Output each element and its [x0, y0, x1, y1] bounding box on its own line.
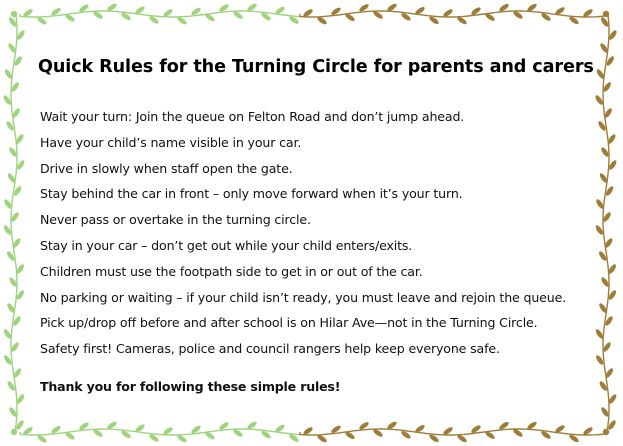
rules-list [40, 107, 566, 365]
notice-title: Quick Rules for the Turning Circle for parents and carers [38, 57, 594, 77]
closing-note: Thank you for following these simple rules! [40, 379, 341, 394]
rule-item: Drive in slowly when staff open the gate. [40, 160, 293, 176]
rule-item: Stay in your car – don’t get out while your child enters/exits. [40, 237, 413, 253]
rule-item: Have your child’s name visible in your car. [40, 134, 302, 150]
rule-item: Safety first! Cameras, police and council rangers help keep everyone safe. [40, 341, 500, 357]
rule-item: Stay behind the car in front – only move forward when it’s your turn. [40, 186, 463, 202]
rule-item: Children must use the footpath side to get in or out of the car. [40, 263, 423, 279]
rule-item: No parking or waiting – if your child isn’t ready, you must leave and rejoin the queue. [40, 289, 567, 305]
rule-item: Never pass or overtake in the turning circle. [40, 212, 311, 228]
rule-item: Wait your turn: Join the queue on Felton Road and don’t jump ahead. [40, 109, 465, 124]
rule-item: Pick up/drop off before and after school is on Hilar Ave—not in the Turning Circle. [40, 315, 538, 331]
